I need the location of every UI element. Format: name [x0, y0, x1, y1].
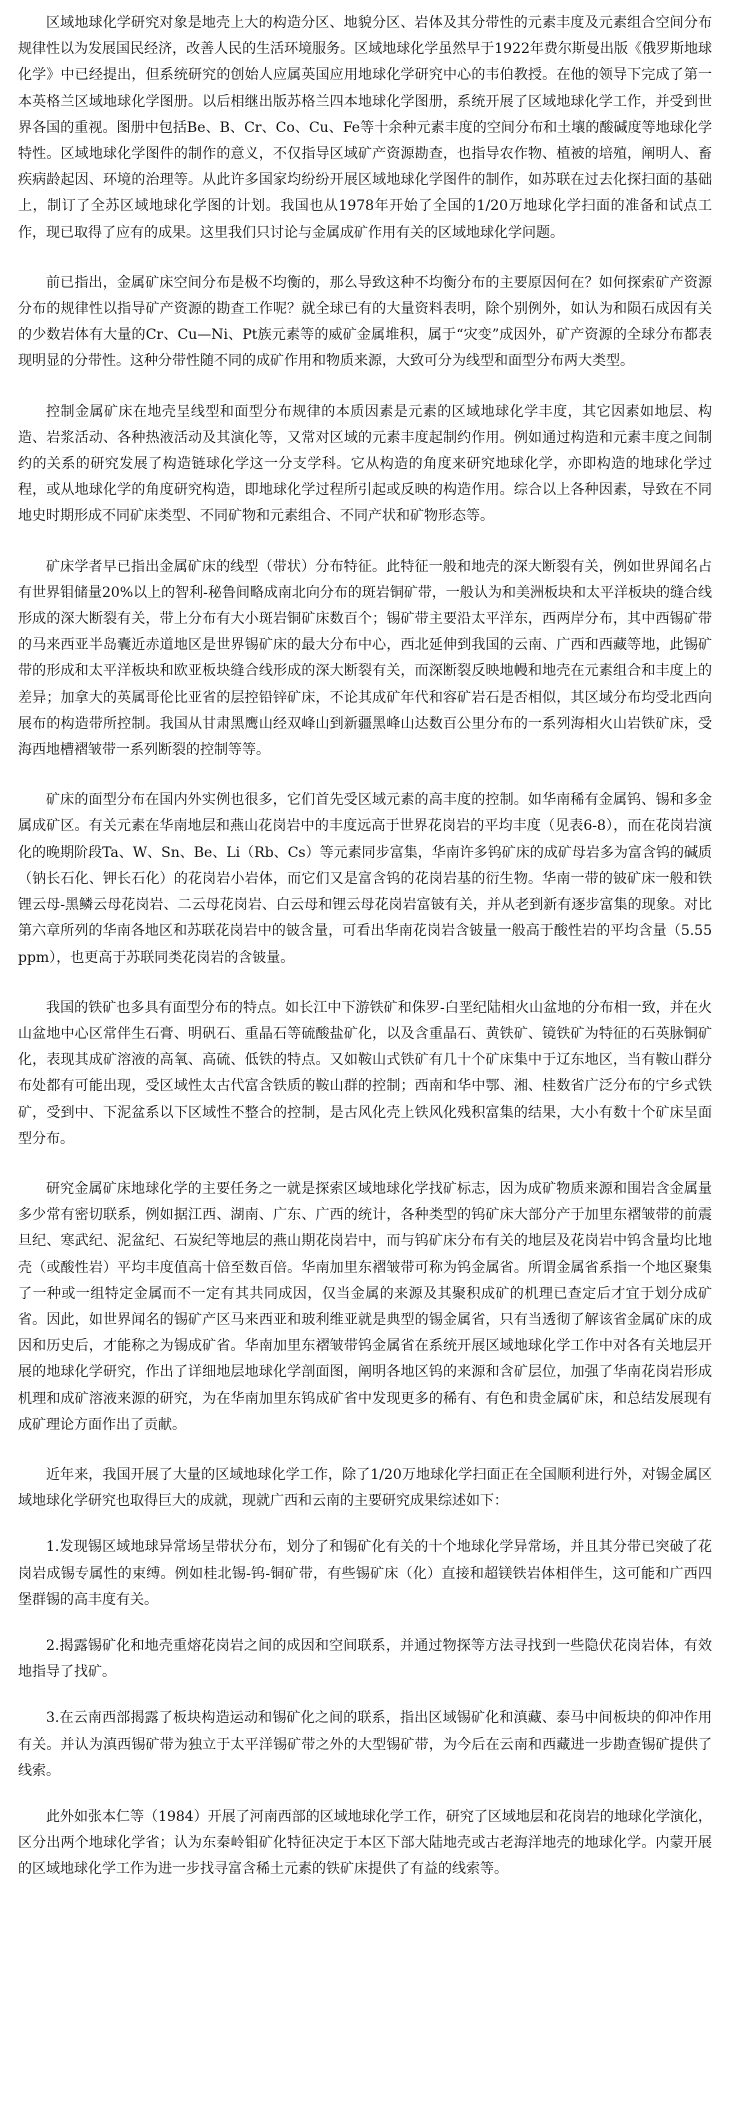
list-item-1-tin-anomaly: 1.发现锡区域地球异常场呈带状分布，划分了和锡矿化有关的十个地球化学异常场，并且其分带已突破了花岗岩成锡专属性的束缚。例如桂北锡-钨-铜矿带，有些锡矿床（化）直接和超镁铁岩体相伴生，这可能和广西四堡群锡的高丰度有关。 [18, 1539, 712, 1608]
paragraph-controlling-factors: 控制金属矿床在地壳呈线型和面型分布规律的本质因素是元素的区域地球化学丰度，其它因素如地层、构造、岩浆活动、各种热液活动及其演化等，又常对区域的元素丰度起制约作用。例如通过构造和元素丰度之间制约的关系的研究发展了构造链球化学这一分支学科。它从构造的角度来研究地球化学，亦即构造的地球化学过程，或从地球化学的角度研究构造，即地球化学过程所引起或反映的构造作用。综合以上各种因素，导致在不同地史时期形成不同矿床类型、不同矿物和元素组合、不同产状和矿物形态等。 [18, 403, 712, 525]
paragraph-recent-work: 近年来，我国开展了大量的区域地球化学工作，除了1/20万地球化学扫面正在全国顺利进行外，对锡金属区域地球化学研究也取得巨大的成就，现就广西和云南的主要研究成果综述如下： [18, 1466, 712, 1510]
paragraph-iron-deposits: 我国的铁矿也多具有面型分布的特点。如长江中下游铁矿和侏罗-白垩纪陆相火山盆地的分布相一致，并在火山盆地中心区常伴生石膏、明矾石、重晶石等硫酸盐矿化，以及含重晶石、黄铁矿、镜铁矿为特征的石英脉铜矿化，表现其成矿溶液的高氧、高硫、低铁的特点。又如鞍山式铁矿有几十个矿床集中于辽东地区，当有鞍山群分布处都有可能出现，受区域性太古代富含铁质的鞍山群的控制；西南和华中鄂、湘、桂数省广泛分布的宁乡式铁矿，受到中、下泥盆系以下区域性不整合的控制，是古风化壳上铁风化残积富集的结果，大小有数十个矿床呈面型分布。 [18, 999, 712, 1147]
paragraph-intro-regional-geochemistry: 区域地球化学研究对象是地壳上大的构造分区、地貌分区、岩体及其分带性的元素丰度及元素组合空间分布规律性以为发展国民经济，改善人民的生活环境服务。区域地球化学虽然早于1922年费尔斯曼出版《俄罗斯地球化学》中已经提出，但系统研究的创始人应属英国应用地球化学研究中心的韦伯教授。在他的领导下完成了第一本英格兰区域地球化学图册。以后相继出版苏格兰四本地球化学图册，系统开展了区域地球化学工作，并受到世界各国的重视。图册中包括Be、B、Cr、Co、Cu、Fe等十余种元素丰度的空间分布和土壤的酸碱度等地球化学特性。区域地球化学图件的制作的意义，不仅指导区域矿产资源勘查，也指导农作物、植被的培殖，阐明人、畜疾病龄起因、环境的治理等。从此许多国家均纷纷开展区域地球化学图件的制作，如苏联在过去化探扫面的基础上，制订了全苏区域地球化学图的计划。我国也从1978年开始了全国的1/20万地球化学扫面的准备和试点工作，现已取得了应有的成果。这里我们只讨论与金属成矿作用有关的区域地球化学问题。 [18, 15, 712, 241]
list-item-2-granite-relation: 2.揭露锡矿化和地壳重熔花岗岩之间的成因和空间联系，并通过物探等方法寻找到一些隐伏花岗岩体，有效地指导了找矿。 [18, 1637, 712, 1681]
paragraph-areal-distribution: 矿床的面型分布在国内外实例也很多，它们首先受区域元素的高丰度的控制。如华南稀有金属钨、锡和多金属成矿区。有关元素在华南地层和燕山花岗岩中的丰度远高于世界花岗岩的平均丰度（见表6-8），而在花岗岩演化的晚期阶段Ta、W、Sn、Be、Li（Rb、Cs）等元素同步富集，华南许多钨矿床的成矿母岩多为富含钨的碱质（钠长石化、钾长石化）的花岗岩小岩体，而它们又是富含钨的花岗岩基的衍生物。华南一带的铍矿床一般和铁锂云母-黑鳞云母花岗岩、二云母花岗岩、白云母和锂云母花岗岩富铍有关，并从老到新有逐步富集的现象。对比第六章所列的华南各地区和苏联花岗岩中的铍含量，可看出华南花岗岩含铍量一般高于酸性岩的平均含量（5.55ppm），也更高于苏联同类花岗岩的含铍量。 [18, 792, 712, 966]
list-item-3-plate-tectonics: 3.在云南西部揭露了板块构造运动和锡矿化之间的联系，指出区域锡矿化和滇藏、泰马中间板块的仰冲作用有关。并认为滇西锡矿带为独立于太平洋锡矿带之外的大型锡矿带，为今后在云南和西藏进一步勘查锡矿提供了线索。 [18, 1710, 712, 1779]
paragraph-metallogenic-province: 研究金属矿床地球化学的主要任务之一就是探索区域地球化学找矿标志，因为成矿物质来源和围岩含金属量多少常有密切联系，例如据江西、湖南、广东、广西的统计，各种类型的钨矿床大部分产于加里东褶皱带的前震旦纪、寒武纪、泥盆纪、石炭纪等地层的燕山期花岗岩中，而与钨矿床分布有关的地层及花岗岩中钨含量均比地壳（或酸性岩）平均丰度值高十倍至数百倍。华南加里东褶皱带可称为钨金属省。所谓金属省系指一个地区聚集了一种或一组特定金属而不一定有其共同成因，仅当金属的来源及其聚积成矿的机理已查定后才宜于划分成矿省。因此，如世界闻名的锡矿产区马来西亚和玻利维亚就是典型的锡金属省，只有当透彻了解该省金属矿床的成因和历史后，才能称之为锡成矿省。华南加里东褶皱带钨金属省在系统开展区域地球化学工作中对各有关地层开展的地球化学研究，作出了详细地层地球化学剖面图，阐明各地区钨的来源和含矿层位，加强了华南花岗岩形成机理和成矿溶液来源的研究，为在华南加里东钨成矿省中发现更多的稀有、有色和贵金属矿床，和总结发展现有成矿理论方面作出了贡献。 [18, 1180, 712, 1433]
paragraph-uneven-distribution: 前已指出，金属矿床空间分布是极不均衡的，那么导致这种不均衡分布的主要原因何在？如何探索矿产资源分布的规律性以指导矿产资源的勘查工作呢？就全球已有的大量资料表明，除个别例外，如认为和陨石成因有关的少数岩体有大量的Cr、Cu—Ni、Pt族元素等的威矿金属堆积，属于“灾变”成因外，矿产资源的全球分布都表现明显的分带性。这种分带性随不同的成矿作用和物质来源，大致可分为线型和面型分布两大类型。 [18, 274, 712, 370]
paragraph-linear-distribution: 矿床学者早已指出金属矿床的线型（带状）分布特征。此特征一般和地壳的深大断裂有关，例如世界闻名占有世界钼储量20%以上的智利-秘鲁间略成南北向分布的斑岩铜矿带，一般认为和美洲板块和太平洋板块的缝合线形成的深大断裂有关，带上分布有大小斑岩铜矿床数百个；锡矿带主要沿太平洋东，西两岸分布，其中西锡矿带的马来西亚半岛囊近赤道地区是世界锡矿床的最大分布中心，西北延伸到我国的云南、广西和西藏等地，此锡矿带的形成和太平洋板块和欧亚板块缝合线形成的深大断裂有关，而深断裂反映地幔和地壳在元素组合和丰度上的差异；加拿大的英属哥伦比亚省的层控铅锌矿床，不论其成矿年代和容矿岩石是否相似，其区域分布均受北西向展布的构造带所控制。我国从甘肃黑鹰山经双峰山到新疆黑峰山达数百公里分布的一系列海相火山岩铁矿床，受海西地槽褶皱带一系列断裂的控制等等。 [18, 558, 712, 759]
paragraph-other-studies: 此外如张本仁等（1984）开展了河南西部的区域地球化学工作，研究了区域地层和花岗岩的地球化学演化，区分出两个地球化学省；认为东秦岭钼矿化特征决定于本区下部大陆地壳或古老海洋地壳的地球化学。内蒙开展的区域地球化学工作为进一步找寻富含稀土元素的铁矿床提供了有益的线索等。 [18, 1808, 712, 1878]
